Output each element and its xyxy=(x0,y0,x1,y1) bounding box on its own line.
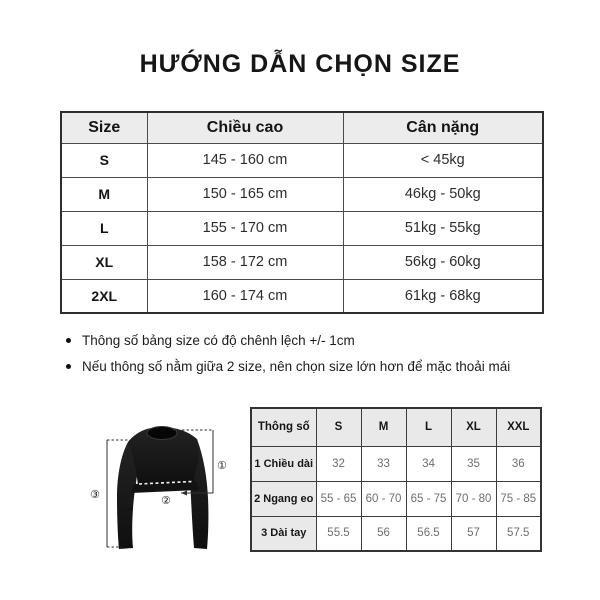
measurement-size-header: XXL xyxy=(496,408,541,446)
size-table-row xyxy=(61,143,543,177)
size-cell: S xyxy=(61,143,147,177)
height-cell: 155 - 170 cm xyxy=(147,211,343,245)
marker-2: ② xyxy=(161,494,171,507)
height-cell: 145 - 160 cm xyxy=(147,143,343,177)
measurement-value-cell: 55.5 xyxy=(316,516,361,551)
weight-cell: 61kg - 68kg xyxy=(343,279,543,313)
size-cell: M xyxy=(61,177,147,211)
marker-1: ① xyxy=(217,459,227,472)
measurement-size-header: XL xyxy=(451,408,496,446)
height-col-header: Chiều cao xyxy=(147,112,343,143)
size-cell: L xyxy=(61,211,147,245)
measurement-row xyxy=(251,446,541,481)
note-item xyxy=(64,331,574,350)
marker-3: ③ xyxy=(90,488,100,501)
measurement-size-header: L xyxy=(406,408,451,446)
measurement-value-cell: 57 xyxy=(451,516,496,551)
measurement-value-cell: 56 xyxy=(361,516,406,551)
length-arrowhead xyxy=(181,491,187,496)
size-table-row xyxy=(61,245,543,279)
measurement-value-cell: 70 - 80 xyxy=(451,481,496,516)
measurement-size-header: M xyxy=(361,408,406,446)
measurement-value-cell: 60 - 70 xyxy=(361,481,406,516)
measurement-value-cell: 57.5 xyxy=(496,516,541,551)
notes-list xyxy=(64,331,574,383)
size-table xyxy=(60,111,544,314)
height-cell: 158 - 172 cm xyxy=(147,245,343,279)
measurement-value-cell: 36 xyxy=(496,446,541,481)
measurement-size-header: S xyxy=(316,408,361,446)
measurement-value-cell: 55 - 65 xyxy=(316,481,361,516)
bullet-dot xyxy=(66,364,71,369)
page-title: HƯỚNG DẪN CHỌN SIZE xyxy=(139,50,461,78)
size-cell: 2XL xyxy=(61,279,147,313)
weight-col-header: Cân nặng xyxy=(343,112,543,143)
measurement-value-cell: 35 xyxy=(451,446,496,481)
measurement-value-cell: 32 xyxy=(316,446,361,481)
measurement-value-cell: 33 xyxy=(361,446,406,481)
size-col-header: Size xyxy=(61,112,147,143)
height-cell: 160 - 174 cm xyxy=(147,279,343,313)
measurement-value-cell: 56.5 xyxy=(406,516,451,551)
measurement-header-row xyxy=(251,408,541,446)
measurement-row xyxy=(251,481,541,516)
height-cell: 150 - 165 cm xyxy=(147,177,343,211)
measurement-value-cell: 75 - 85 xyxy=(496,481,541,516)
bullet-dot xyxy=(66,338,71,343)
measurement-value-cell: 34 xyxy=(406,446,451,481)
size-table-row xyxy=(61,279,543,313)
measurement-row xyxy=(251,516,541,551)
weight-cell: 46kg - 50kg xyxy=(343,177,543,211)
measurement-label-cell: 2 Ngang eo xyxy=(251,481,316,516)
weight-cell: 56kg - 60kg xyxy=(343,245,543,279)
measurement-table xyxy=(250,407,542,552)
note-item xyxy=(64,357,574,376)
size-table-header-row xyxy=(61,112,543,143)
measurement-label-cell: 1 Chiều dài xyxy=(251,446,316,481)
note-text: Thông số bảng size có độ chênh lệch +/- 1cm xyxy=(82,333,355,348)
measurement-label-cell: 3 Dài tay xyxy=(251,516,316,551)
note-text: Nếu thông số nằm giữa 2 size, nên chọn size lớn hơn để mặc thoải mái xyxy=(82,359,511,374)
garment-diagram xyxy=(60,403,250,578)
collar-opening xyxy=(147,427,177,440)
size-cell: XL xyxy=(61,245,147,279)
weight-cell: < 45kg xyxy=(343,143,543,177)
measurement-corner-header: Thông số xyxy=(251,408,316,446)
size-table-row xyxy=(61,177,543,211)
measurement-value-cell: 65 - 75 xyxy=(406,481,451,516)
weight-cell: 51kg - 55kg xyxy=(343,211,543,245)
size-table-row xyxy=(61,211,543,245)
